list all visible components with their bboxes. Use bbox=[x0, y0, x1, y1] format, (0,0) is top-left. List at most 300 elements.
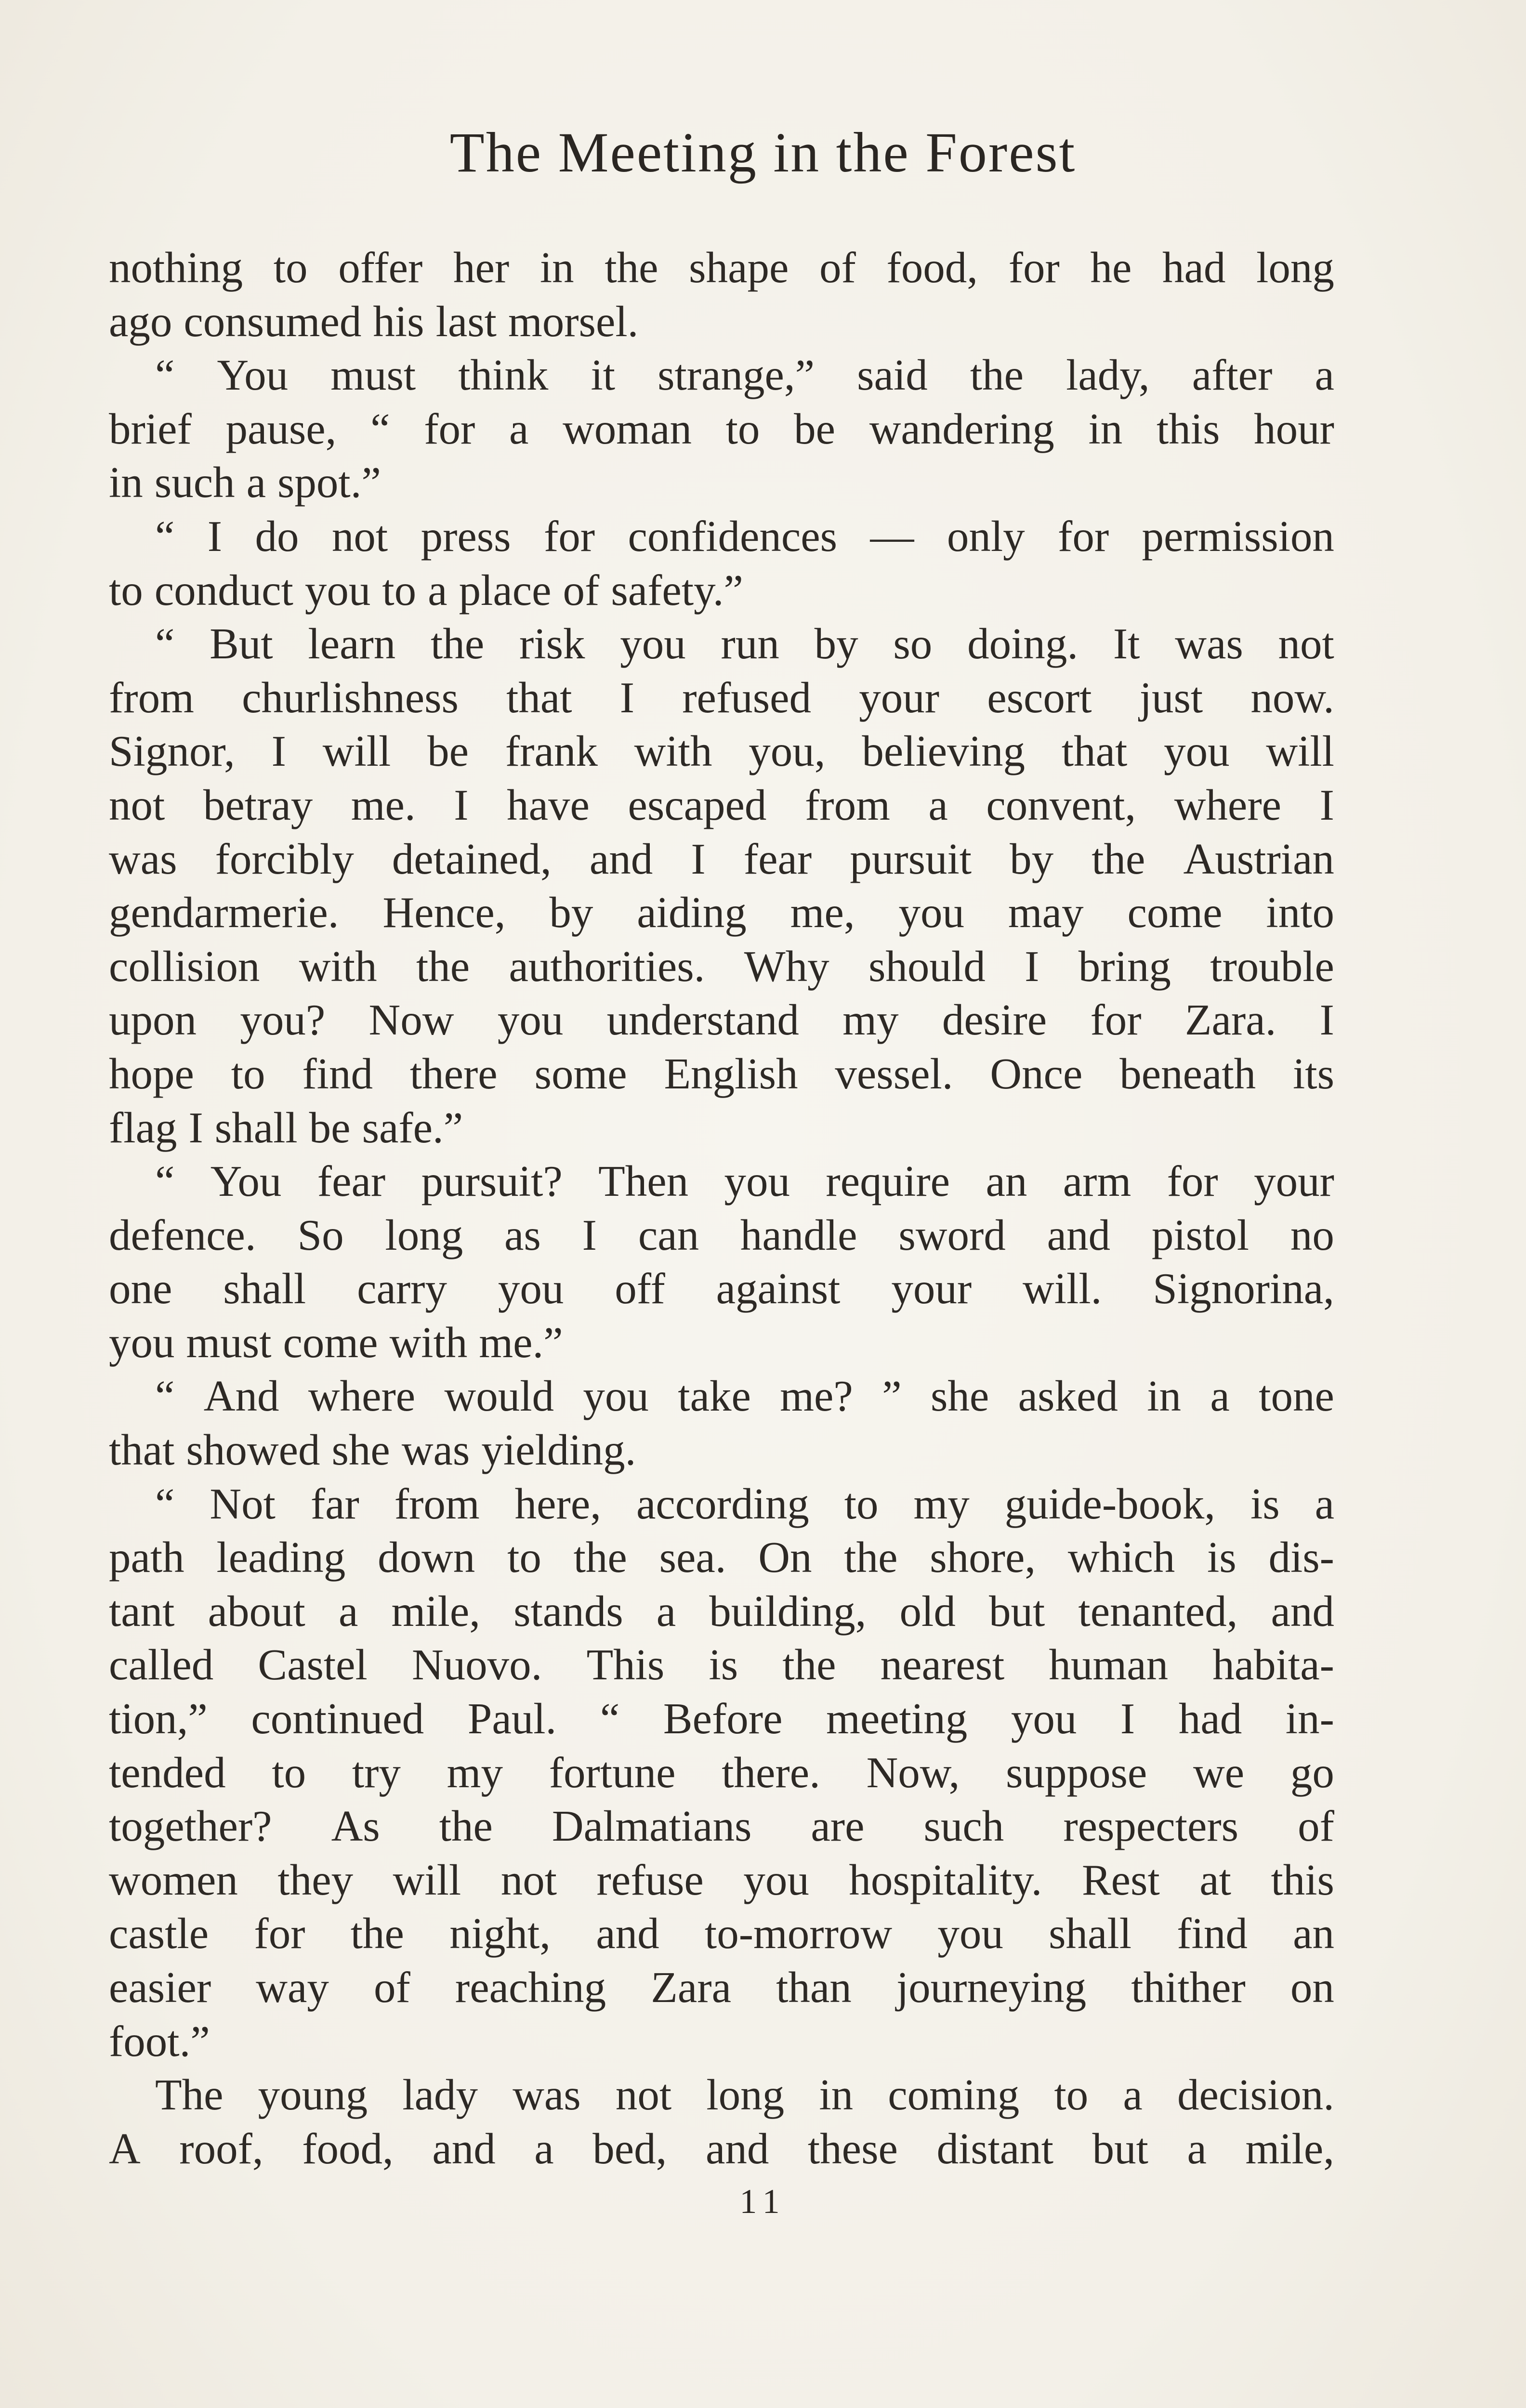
word: place bbox=[459, 565, 552, 615]
word: ago bbox=[109, 297, 172, 346]
word: Signor, bbox=[109, 727, 235, 776]
word: Not bbox=[210, 1479, 276, 1528]
word: the bbox=[605, 243, 658, 292]
word: my bbox=[842, 995, 899, 1045]
word: you bbox=[1011, 1694, 1077, 1743]
word: you bbox=[937, 1909, 1003, 1958]
word: me.” bbox=[479, 1318, 563, 1367]
word: showed bbox=[186, 1426, 320, 1475]
word: “ bbox=[155, 351, 175, 400]
word: pursuit? bbox=[421, 1157, 563, 1206]
word: Rest bbox=[1081, 1855, 1160, 1904]
word: have bbox=[507, 780, 590, 829]
word: do bbox=[255, 511, 299, 561]
word: morsel. bbox=[508, 297, 639, 346]
word: we bbox=[1193, 1748, 1245, 1797]
text-line bbox=[109, 1638, 1334, 1692]
word: night, bbox=[449, 1909, 551, 1958]
word: had bbox=[1162, 243, 1226, 292]
word: shore, bbox=[930, 1533, 1036, 1582]
word: had bbox=[1178, 1694, 1242, 1743]
word: you bbox=[583, 1372, 649, 1421]
word: convent, bbox=[986, 780, 1136, 829]
text-line bbox=[109, 886, 1334, 940]
word: can bbox=[638, 1210, 699, 1259]
word: tion,” bbox=[109, 1694, 208, 1743]
word: run bbox=[721, 619, 779, 668]
word: Austrian bbox=[1183, 834, 1334, 883]
word: women bbox=[109, 1855, 238, 1904]
word: and bbox=[1047, 1210, 1110, 1259]
text-line bbox=[109, 1154, 1334, 1208]
word: to bbox=[231, 1049, 265, 1098]
word: long bbox=[385, 1210, 463, 1259]
word: roof, bbox=[179, 2124, 263, 2173]
word: was bbox=[109, 834, 177, 883]
word: consumed bbox=[184, 297, 362, 346]
word: Hence, bbox=[382, 888, 506, 937]
text-line bbox=[109, 940, 1334, 994]
word: meeting bbox=[826, 1694, 968, 1743]
text-line bbox=[109, 832, 1334, 886]
word: strange,” bbox=[658, 351, 815, 400]
word: be bbox=[427, 727, 469, 776]
word: that bbox=[506, 673, 572, 722]
word: brief bbox=[109, 404, 192, 453]
word: an bbox=[986, 1157, 1027, 1206]
word: handle bbox=[740, 1210, 857, 1259]
word: that bbox=[1061, 727, 1128, 776]
word: such bbox=[154, 458, 235, 507]
word: was bbox=[401, 1426, 470, 1475]
text-line bbox=[109, 1369, 1334, 1423]
word: that bbox=[109, 1426, 175, 1475]
word: lady, bbox=[1066, 351, 1150, 400]
text-line bbox=[109, 1262, 1334, 1316]
word: leading bbox=[216, 1533, 346, 1582]
word: English bbox=[664, 1049, 798, 1098]
word: coming bbox=[888, 2070, 1020, 2120]
text-line bbox=[109, 456, 1334, 510]
word: “ bbox=[600, 1694, 620, 1743]
word: “ bbox=[155, 619, 175, 668]
text-line bbox=[109, 617, 1334, 671]
word: ” bbox=[882, 1372, 902, 1421]
text-line bbox=[109, 1907, 1334, 1961]
word: off bbox=[615, 1264, 665, 1313]
word: the bbox=[439, 1802, 493, 1851]
word: go bbox=[1290, 1748, 1334, 1797]
word: Why bbox=[744, 942, 829, 991]
word: was bbox=[513, 2070, 581, 2120]
word: Nuovo. bbox=[411, 1640, 542, 1689]
word: such bbox=[923, 1802, 1004, 1851]
word: stands bbox=[513, 1586, 623, 1636]
word: It bbox=[1113, 619, 1140, 668]
word: its bbox=[1293, 1049, 1334, 1098]
word: in bbox=[819, 2070, 854, 2120]
word: from bbox=[394, 1479, 480, 1528]
word: I bbox=[1025, 942, 1039, 991]
word: you bbox=[898, 888, 964, 937]
word: from bbox=[109, 673, 194, 722]
word: But bbox=[210, 619, 273, 668]
word: The bbox=[155, 2070, 224, 2120]
word: the bbox=[350, 1909, 404, 1958]
text-line bbox=[109, 2122, 1334, 2176]
word: a bbox=[534, 2124, 554, 2173]
word: in bbox=[1147, 1372, 1182, 1421]
word: these bbox=[807, 2124, 898, 2173]
word: gendarmerie. bbox=[109, 888, 339, 937]
word: this bbox=[1156, 404, 1220, 453]
word: the bbox=[844, 1533, 898, 1582]
text-line bbox=[109, 510, 1334, 563]
word: here, bbox=[514, 1479, 601, 1528]
word: tended bbox=[109, 1748, 226, 1797]
word: dis- bbox=[1268, 1533, 1334, 1582]
word: than bbox=[776, 1963, 852, 2012]
word: A bbox=[109, 2124, 141, 2173]
word: a bbox=[509, 404, 529, 453]
word: I bbox=[691, 834, 706, 883]
word: must bbox=[186, 1318, 272, 1367]
word: down bbox=[378, 1533, 475, 1582]
word: foot.” bbox=[109, 2016, 210, 2066]
word: there. bbox=[722, 1748, 820, 1797]
word: you bbox=[724, 1157, 790, 1206]
word: one bbox=[109, 1264, 172, 1313]
word: Zara. bbox=[1184, 995, 1276, 1045]
word: a bbox=[1315, 1479, 1334, 1528]
body-text bbox=[109, 241, 1334, 2175]
word: I bbox=[207, 511, 223, 561]
word: lady bbox=[402, 2070, 478, 2120]
word: last bbox=[435, 297, 497, 346]
word: to-morrow bbox=[704, 1909, 893, 1958]
word: in- bbox=[1285, 1694, 1334, 1743]
word: reaching bbox=[455, 1963, 606, 2012]
word: Zara bbox=[651, 1963, 731, 2012]
word: is bbox=[709, 1640, 738, 1689]
word: with bbox=[299, 942, 377, 991]
word: tone bbox=[1259, 1372, 1334, 1421]
word: try bbox=[352, 1748, 401, 1797]
word: only bbox=[947, 511, 1025, 561]
word: a bbox=[1123, 2070, 1143, 2120]
word: to bbox=[507, 1533, 541, 1582]
word: escaped bbox=[628, 780, 767, 829]
word: was bbox=[1175, 619, 1243, 668]
text-line bbox=[109, 1316, 1334, 1370]
word: churlishness bbox=[242, 673, 459, 722]
word: for bbox=[543, 511, 595, 561]
word: beneath bbox=[1119, 1049, 1256, 1098]
word: you bbox=[498, 1264, 564, 1313]
word: So bbox=[297, 1210, 344, 1259]
word: a bbox=[656, 1586, 676, 1636]
word: according bbox=[636, 1479, 809, 1528]
word: come bbox=[283, 1318, 378, 1367]
word: fortune bbox=[549, 1748, 676, 1797]
word: far bbox=[310, 1479, 359, 1528]
word: Castel bbox=[258, 1640, 368, 1689]
text-line bbox=[109, 1101, 1334, 1155]
word: I bbox=[1120, 1694, 1135, 1743]
text-line bbox=[109, 563, 1334, 617]
word: nearest bbox=[880, 1640, 1005, 1689]
word: not bbox=[1278, 619, 1334, 668]
word: Once bbox=[990, 1049, 1083, 1098]
text-line bbox=[109, 778, 1334, 832]
word: not bbox=[331, 511, 388, 561]
word: conduct bbox=[154, 565, 293, 615]
word: mile, bbox=[1245, 2124, 1334, 2173]
text-line bbox=[109, 1853, 1334, 1907]
word: pause, bbox=[225, 404, 337, 453]
word: This bbox=[586, 1640, 665, 1689]
word: I bbox=[188, 1103, 203, 1152]
word: You bbox=[210, 1157, 282, 1206]
word: wandering bbox=[869, 404, 1054, 453]
word: to bbox=[272, 1748, 306, 1797]
word: carry bbox=[357, 1264, 447, 1313]
word: will bbox=[1266, 727, 1334, 776]
word: thither bbox=[1131, 1963, 1246, 2012]
word: decision. bbox=[1177, 2070, 1334, 2120]
word: as bbox=[504, 1210, 541, 1259]
word: I bbox=[619, 673, 635, 722]
word: you bbox=[109, 1318, 175, 1367]
word: for bbox=[1058, 511, 1109, 561]
word: some bbox=[534, 1049, 627, 1098]
word: to bbox=[273, 243, 308, 292]
word: shall bbox=[223, 1264, 306, 1313]
word: a bbox=[928, 780, 948, 829]
word: may bbox=[1008, 888, 1084, 937]
word: a bbox=[246, 458, 266, 507]
word: the bbox=[573, 1533, 627, 1582]
word: “ bbox=[370, 404, 390, 453]
word: into bbox=[1266, 888, 1334, 937]
word: to bbox=[382, 565, 417, 615]
word: come bbox=[1127, 888, 1223, 937]
word: to bbox=[109, 565, 143, 615]
word: woman bbox=[563, 404, 692, 453]
word: permission bbox=[1142, 511, 1334, 561]
word: detained, bbox=[392, 834, 552, 883]
word: you bbox=[1164, 727, 1230, 776]
text-line bbox=[109, 724, 1334, 778]
running-head: The Meeting in the Forest bbox=[449, 121, 1077, 184]
text-line bbox=[109, 1584, 1334, 1638]
word: a bbox=[1315, 351, 1334, 400]
word: believing bbox=[862, 727, 1025, 776]
word: in bbox=[109, 458, 143, 507]
word: a bbox=[428, 565, 447, 615]
word: they bbox=[277, 1855, 354, 1904]
word: after bbox=[1192, 351, 1273, 400]
word: yielding. bbox=[481, 1426, 636, 1475]
word: understand bbox=[606, 995, 799, 1045]
word: about bbox=[208, 1586, 305, 1636]
word: of bbox=[1298, 1802, 1334, 1851]
word: your bbox=[859, 673, 940, 722]
word: for bbox=[424, 404, 475, 453]
word: for bbox=[254, 1909, 305, 1958]
word: “ bbox=[155, 511, 175, 561]
word: your bbox=[1254, 1157, 1334, 1206]
word: to bbox=[1054, 2070, 1089, 2120]
word: but bbox=[988, 1586, 1045, 1636]
word: think bbox=[458, 351, 549, 400]
word: she bbox=[331, 1426, 390, 1475]
word: he bbox=[1090, 243, 1132, 292]
word: aiding bbox=[637, 888, 747, 937]
word: learn bbox=[308, 619, 396, 668]
word: together? bbox=[109, 1802, 272, 1851]
word: is bbox=[1207, 1533, 1237, 1582]
word: of bbox=[374, 1963, 410, 2012]
word: called bbox=[109, 1640, 214, 1689]
word: distant bbox=[936, 2124, 1054, 2173]
word: suppose bbox=[1006, 1748, 1147, 1797]
word: said bbox=[857, 351, 928, 400]
word: hospitality. bbox=[849, 1855, 1042, 1904]
word: Then bbox=[598, 1157, 689, 1206]
word: upon bbox=[109, 995, 197, 1045]
word: it bbox=[591, 351, 616, 400]
word: “ bbox=[155, 1372, 175, 1421]
word: not bbox=[500, 1855, 557, 1904]
word: way bbox=[256, 1963, 329, 2012]
text-line bbox=[109, 348, 1334, 402]
word: by bbox=[1010, 834, 1054, 883]
word: food, bbox=[886, 243, 978, 292]
word: building, bbox=[709, 1586, 867, 1636]
word: are bbox=[811, 1802, 865, 1851]
word: on bbox=[1290, 1963, 1334, 2012]
word: which bbox=[1067, 1533, 1175, 1582]
word: of bbox=[819, 243, 856, 292]
word: press bbox=[421, 511, 511, 561]
word: and bbox=[589, 834, 653, 883]
word: not bbox=[109, 780, 165, 829]
word: doing. bbox=[967, 619, 1079, 668]
word: the bbox=[1092, 834, 1145, 883]
word: You bbox=[217, 351, 289, 400]
word: trouble bbox=[1210, 942, 1334, 991]
word: of bbox=[563, 565, 600, 615]
text-line bbox=[109, 2068, 1334, 2122]
word: hope bbox=[109, 1049, 194, 1098]
word: refuse bbox=[596, 1855, 704, 1904]
word: confidences bbox=[628, 511, 838, 561]
word: your bbox=[891, 1264, 972, 1313]
word: shall bbox=[1049, 1909, 1131, 1958]
word: I bbox=[454, 780, 469, 829]
word: you bbox=[620, 619, 686, 668]
word: to bbox=[844, 1479, 879, 1528]
word: mile, bbox=[391, 1586, 480, 1636]
text-line bbox=[109, 1047, 1334, 1101]
word: pursuit bbox=[850, 834, 972, 883]
word: at bbox=[1199, 1855, 1231, 1904]
word: there bbox=[409, 1049, 498, 1098]
word: her bbox=[453, 243, 510, 292]
word: old bbox=[899, 1586, 956, 1636]
word: with bbox=[389, 1318, 468, 1367]
word: food, bbox=[302, 2124, 394, 2173]
word: and bbox=[596, 1909, 659, 1958]
word: long bbox=[706, 2070, 785, 2120]
word: asked bbox=[1018, 1372, 1118, 1421]
word: this bbox=[1271, 1855, 1334, 1904]
word: from bbox=[804, 780, 890, 829]
word: respecters bbox=[1063, 1802, 1239, 1851]
word: she bbox=[930, 1372, 989, 1421]
word: collision bbox=[109, 942, 260, 991]
word: safety.” bbox=[611, 565, 743, 615]
word: Paul. bbox=[467, 1694, 557, 1743]
word: fear bbox=[743, 834, 812, 883]
word: will. bbox=[1023, 1264, 1102, 1313]
word: Now, bbox=[866, 1748, 960, 1797]
word: find bbox=[1177, 1909, 1248, 1958]
word: Before bbox=[663, 1694, 783, 1743]
word: so bbox=[893, 619, 933, 668]
word: hour bbox=[1254, 404, 1334, 453]
word: require bbox=[826, 1157, 950, 1206]
word: continued bbox=[251, 1694, 424, 1743]
word: I bbox=[271, 727, 286, 776]
word: a bbox=[1187, 2124, 1207, 2173]
word: find bbox=[302, 1049, 373, 1098]
word: you bbox=[743, 1855, 809, 1904]
word: bed, bbox=[592, 2124, 667, 2173]
word: must bbox=[330, 351, 416, 400]
word: and bbox=[705, 2124, 769, 2173]
word: sea. bbox=[659, 1533, 726, 1582]
word: long bbox=[1256, 243, 1334, 292]
word: — bbox=[870, 511, 914, 561]
word: and bbox=[1271, 1586, 1334, 1636]
word: And bbox=[203, 1372, 279, 1421]
word: tant bbox=[109, 1586, 175, 1636]
word: young bbox=[258, 2070, 368, 2120]
word: be bbox=[309, 1103, 351, 1152]
text-line bbox=[109, 1531, 1334, 1584]
word: tenanted, bbox=[1078, 1586, 1238, 1636]
word: me, bbox=[790, 888, 855, 937]
text-line bbox=[109, 1746, 1334, 1800]
word: escort bbox=[987, 673, 1092, 722]
word: habita- bbox=[1212, 1640, 1334, 1689]
word: take bbox=[678, 1372, 751, 1421]
word: easier bbox=[109, 1963, 211, 2012]
word: would bbox=[444, 1372, 554, 1421]
text-line bbox=[109, 993, 1334, 1047]
text-line bbox=[109, 1423, 1334, 1477]
word: my bbox=[913, 1479, 970, 1528]
word: pistol bbox=[1151, 1210, 1250, 1259]
word: castle bbox=[109, 1909, 209, 1958]
page-number: 11 bbox=[739, 2182, 787, 2221]
word: guide-book, bbox=[1004, 1479, 1215, 1528]
word: against bbox=[716, 1264, 841, 1313]
word: in bbox=[539, 243, 574, 292]
word: shall bbox=[214, 1103, 298, 1152]
